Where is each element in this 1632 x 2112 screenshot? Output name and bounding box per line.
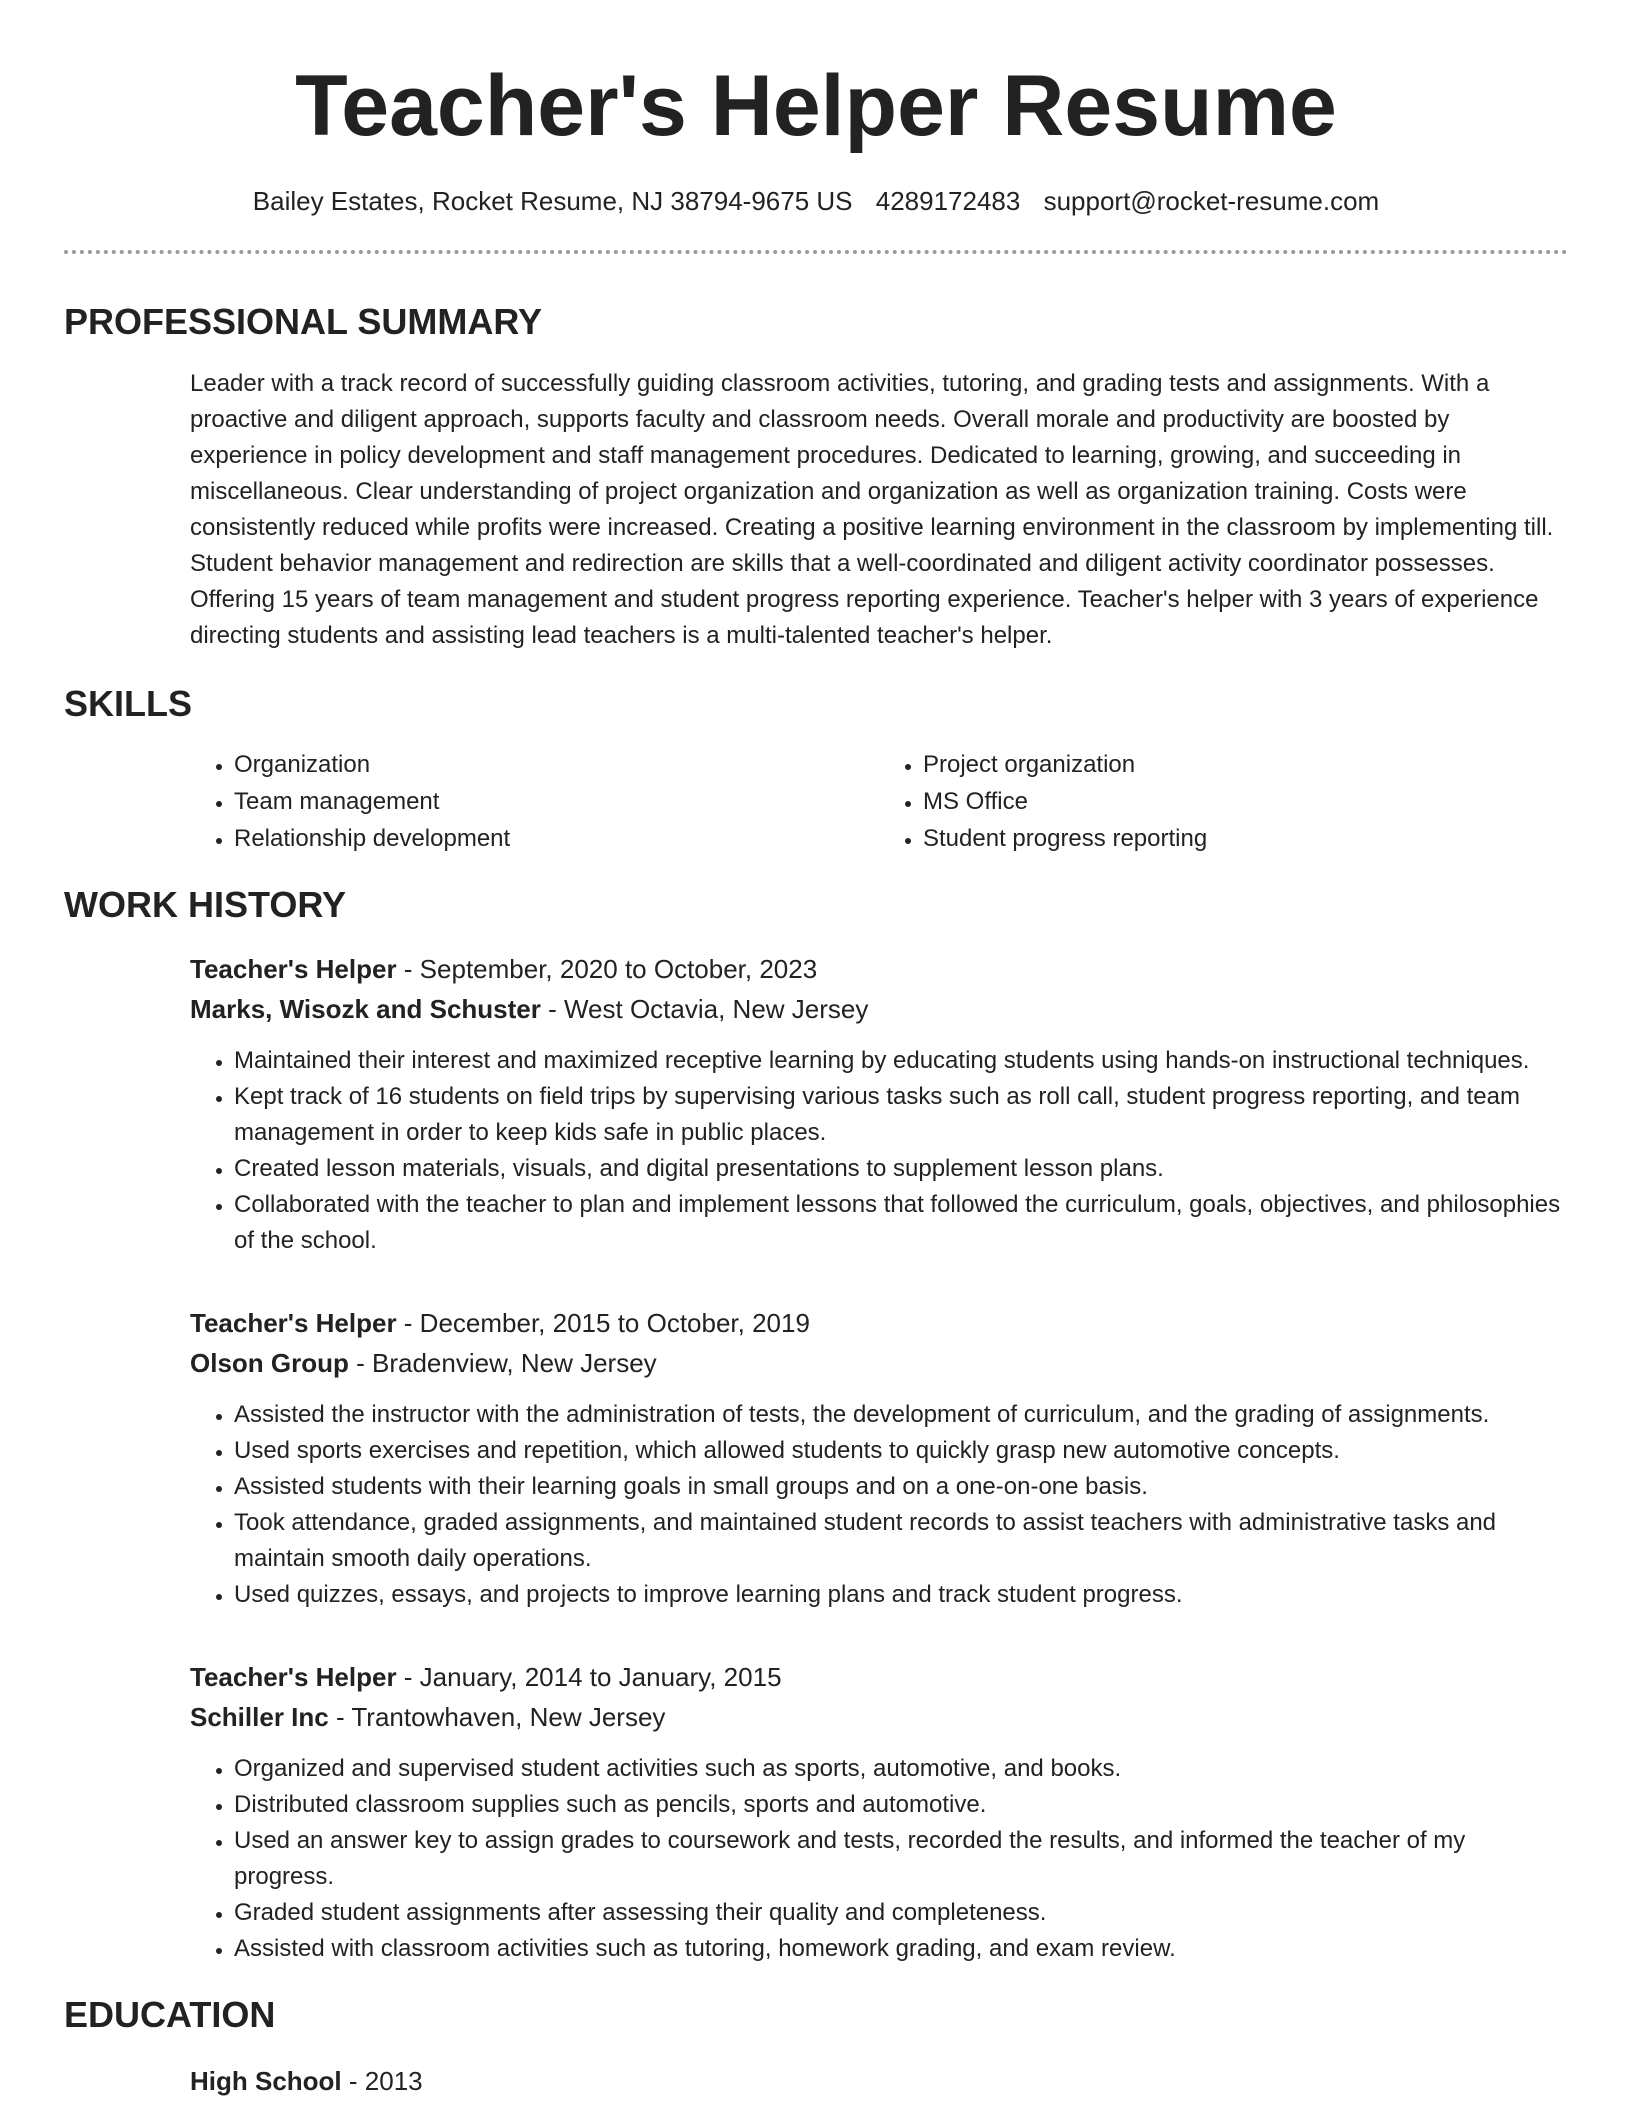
contact-line — [64, 184, 1568, 218]
skill-item: • Project organization — [923, 746, 1568, 783]
job-company-line — [190, 1343, 1568, 1383]
job-title: Teacher's Helper — [190, 1662, 397, 1692]
summary-content — [190, 366, 1568, 654]
education-entry — [190, 2061, 1568, 2101]
skill-item: • MS Office — [923, 783, 1568, 820]
job-bullet: • Used quizzes, essays, and projects to improve learning plans and track student progress. — [234, 1577, 1568, 1613]
skills-grid — [190, 746, 1568, 857]
contact-email: support@rocket-resume.com — [1043, 186, 1380, 216]
job-bullet: • Kept track of 16 students on field trips by supervising various tasks such as roll call, student progress reporting, and team management in order to keep kids safe in public places. — [234, 1079, 1568, 1151]
job-entry — [190, 1303, 1568, 1613]
job-bullet: • Graded student assignments after assessing their quality and completeness. — [234, 1895, 1568, 1931]
education-degree: High School — [190, 2066, 342, 2096]
job-title-line — [190, 949, 1568, 989]
education-section — [64, 1993, 1568, 2101]
summary-section — [64, 300, 1568, 654]
education-heading: EDUCATION — [64, 1994, 276, 2035]
job-bullet: • Maintained their interest and maximized receptive learning by educating students using hands-on instructional techniques. — [234, 1043, 1568, 1079]
skill-item: • Student progress reporting — [923, 820, 1568, 857]
work-history-section — [64, 883, 1568, 1967]
job-bullet: • Took attendance, graded assignments, and maintained student records to assist teachers with administrative tasks and maintain smooth daily operations. — [234, 1505, 1568, 1577]
work-history-content — [190, 949, 1568, 1967]
resume-title: Teacher's Helper Resume — [295, 58, 1337, 154]
job-bullet: • Collaborated with the teacher to plan and implement lessons that followed the curriculum, goals, objectives, and philosophies of the school. — [234, 1187, 1568, 1259]
skills-heading: SKILLS — [64, 683, 193, 724]
job-bullet: • Used sports exercises and repetition, which allowed students to quickly grasp new automotive concepts. — [234, 1433, 1568, 1469]
work-history-heading: WORK HISTORY — [64, 884, 347, 925]
job-company-line — [190, 989, 1568, 1029]
job-bullet: • Assisted the instructor with the administration of tests, the development of curriculum, and the grading of assignments. — [234, 1397, 1568, 1433]
job-title-line — [190, 1657, 1568, 1697]
job-bullet: • Distributed classroom supplies such as pencils, sports and automotive. — [234, 1787, 1568, 1823]
job-title-line — [190, 1303, 1568, 1343]
job-bullet: • Assisted students with their learning goals in small groups and on a one-on-one basis. — [234, 1469, 1568, 1505]
skill-item: • Relationship development — [234, 820, 879, 857]
education-year: - 2013 — [341, 2066, 423, 2096]
job-bullet: • Created lesson materials, visuals, and digital presentations to supplement lesson plans. — [234, 1151, 1568, 1187]
contact-address: Bailey Estates, Rocket Resume, NJ 38794-9675 US — [252, 186, 853, 216]
job-entry — [190, 949, 1568, 1259]
job-bullet-list — [190, 1043, 1568, 1259]
skills-column-left — [190, 746, 879, 857]
header-divider — [64, 250, 1568, 254]
job-location: - West Octavia, New Jersey — [540, 994, 869, 1024]
education-content — [190, 2061, 1568, 2101]
job-title: Teacher's Helper — [190, 954, 397, 984]
summary-heading: PROFESSIONAL SUMMARY — [64, 301, 543, 342]
job-bullet: • Assisted with classroom activities such as tutoring, homework grading, and exam review. — [234, 1931, 1568, 1967]
skill-item: • Team management — [234, 783, 879, 820]
skills-column-right — [879, 746, 1568, 857]
job-bullet-list — [190, 1397, 1568, 1613]
job-dates: - September, 2020 to October, 2023 — [396, 954, 818, 984]
contact-phone: 4289172483 — [875, 186, 1021, 216]
job-location: - Bradenview, New Jersey — [348, 1348, 657, 1378]
job-dates: - January, 2014 to January, 2015 — [396, 1662, 782, 1692]
job-company: Marks, Wisozk and Schuster — [190, 994, 541, 1024]
job-title: Teacher's Helper — [190, 1308, 397, 1338]
skills-section — [64, 682, 1568, 857]
skill-item: • Organization — [234, 746, 879, 783]
job-company-line — [190, 1697, 1568, 1737]
job-entry — [190, 1657, 1568, 1967]
job-location: - Trantowhaven, New Jersey — [328, 1702, 666, 1732]
summary-text: Leader with a track record of successfully guiding classroom activities, tutoring, and grading tests and assignments. With a proactive and diligent approach, supports faculty and classroom needs. Overall morale and productivity are boosted by experience in policy development and staff management procedures. Dedicated to learning, growing, and succeeding in miscellaneous. Clear understanding of project organization and organization as well as organization training. Costs were consistently reduced while profits were increased. Creating a positive learning environment in the classroom by implementing till. Student behavior management and redirection are skills that a well-coordinated and diligent activity coordinator possesses. Offering 15 years of team management and student progress reporting experience. Teacher's helper with 3 years of experience directing students and assisting lead teachers is a multi-talented teacher's helper. — [190, 370, 1554, 649]
job-company: Schiller Inc — [190, 1702, 329, 1732]
job-bullet-list — [190, 1751, 1568, 1967]
job-company: Olson Group — [190, 1348, 349, 1378]
job-dates: - December, 2015 to October, 2019 — [396, 1308, 810, 1338]
job-bullet: • Used an answer key to assign grades to coursework and tests, recorded the results, and informed the teacher of my progress. — [234, 1823, 1568, 1895]
job-bullet: • Organized and supervised student activities such as sports, automotive, and books. — [234, 1751, 1568, 1787]
